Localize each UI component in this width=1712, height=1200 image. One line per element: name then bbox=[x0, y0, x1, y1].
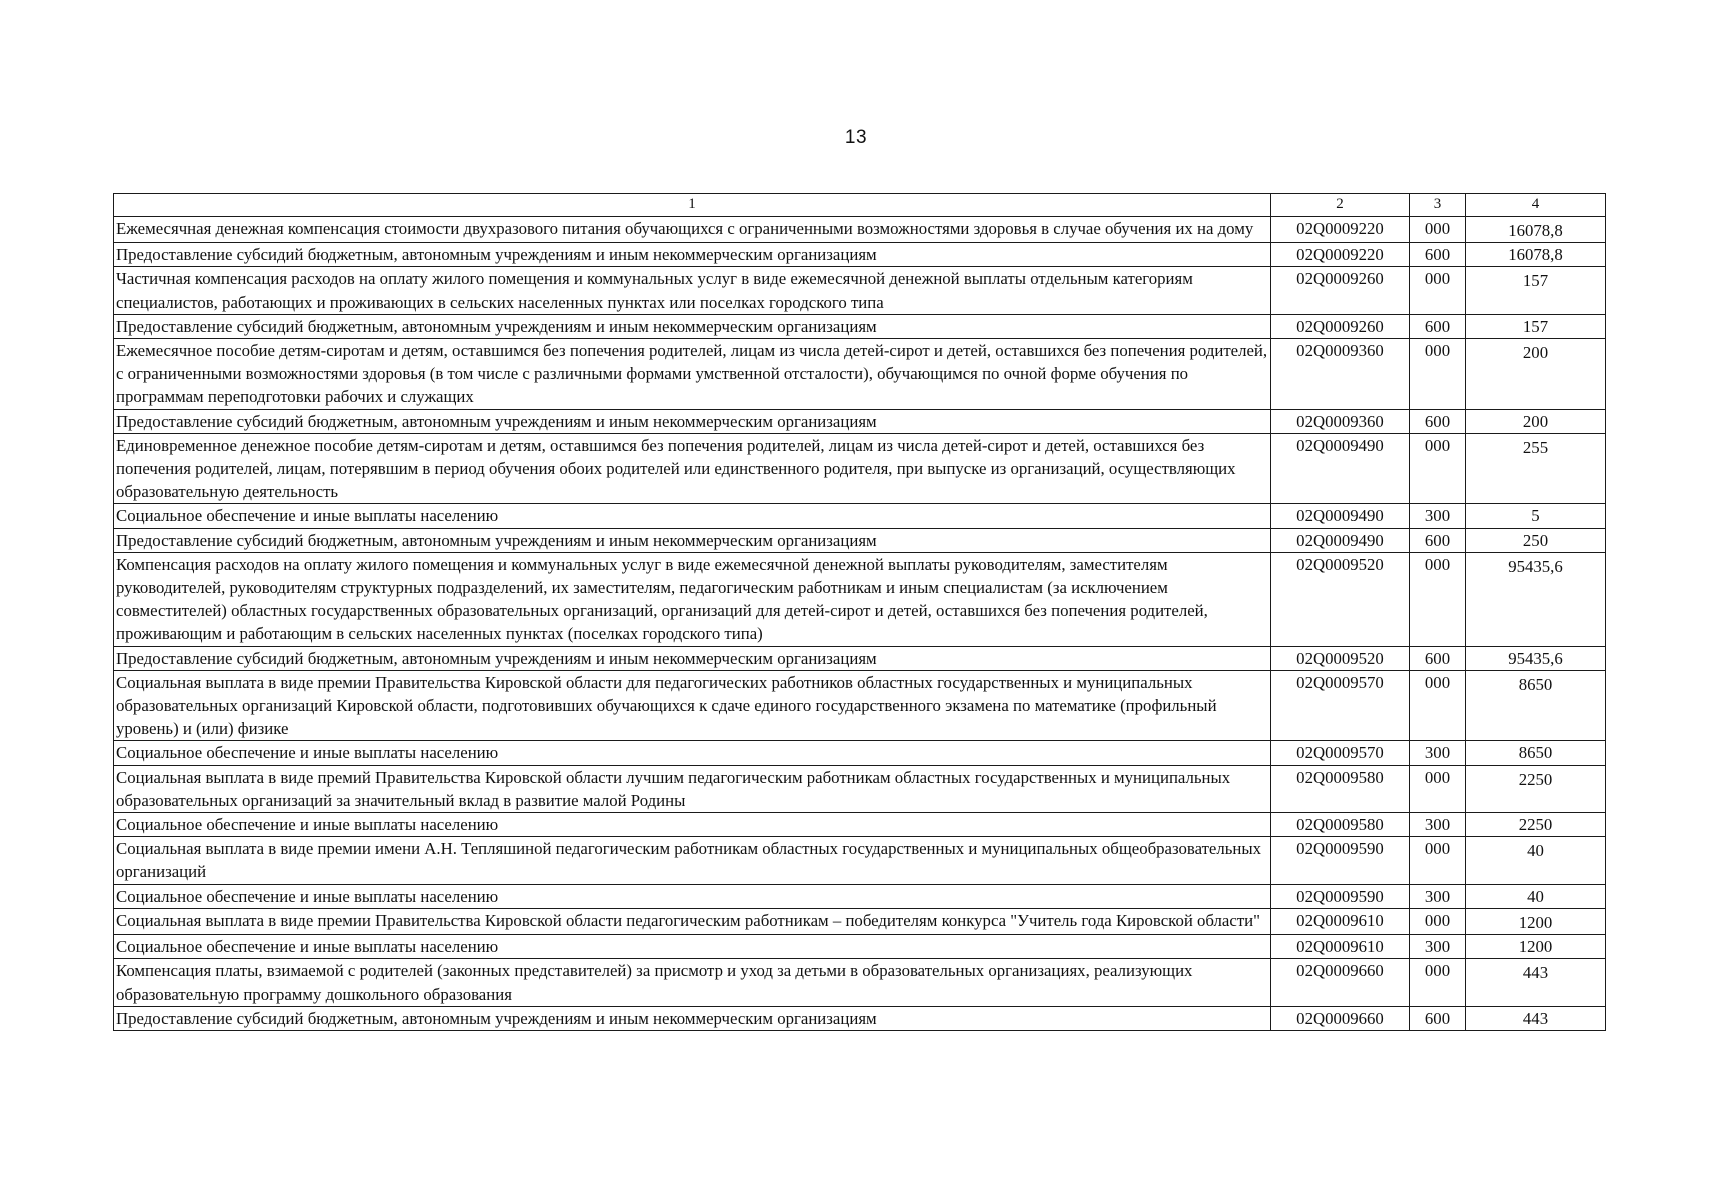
column-header-name: 1 bbox=[114, 194, 1271, 217]
cell-kind: 600 bbox=[1410, 528, 1466, 552]
cell-code: 02Q0009220 bbox=[1271, 243, 1410, 267]
cell-name: Предоставление субсидий бюджетным, автономным учреждениям и иным некоммерческим организациям bbox=[114, 1006, 1271, 1030]
cell-name: Социальное обеспечение и иные выплаты населению bbox=[114, 813, 1271, 837]
cell-amount: 200 bbox=[1466, 339, 1606, 410]
cell-kind: 300 bbox=[1410, 504, 1466, 528]
column-header-code: 2 bbox=[1271, 194, 1410, 217]
cell-code: 02Q0009660 bbox=[1271, 959, 1410, 1006]
cell-code: 02Q0009490 bbox=[1271, 504, 1410, 528]
table-row bbox=[114, 339, 1606, 410]
cell-name: Социальная выплата в виде премии Правительства Кировской области педагогическим работникам – победителям конкурса "Учитель года Кировской области" bbox=[114, 908, 1271, 934]
cell-amount: 200 bbox=[1466, 409, 1606, 433]
cell-amount: 157 bbox=[1466, 267, 1606, 314]
cell-name: Социальное обеспечение и иные выплаты населению bbox=[114, 884, 1271, 908]
cell-kind: 000 bbox=[1410, 267, 1466, 314]
cell-name: Предоставление субсидий бюджетным, автономным учреждениям и иным некоммерческим организациям bbox=[114, 314, 1271, 338]
cell-kind: 000 bbox=[1410, 433, 1466, 504]
table-row bbox=[114, 935, 1606, 959]
cell-kind: 600 bbox=[1410, 314, 1466, 338]
table-body bbox=[114, 194, 1606, 1031]
cell-kind: 000 bbox=[1410, 552, 1466, 646]
cell-code: 02Q0009570 bbox=[1271, 670, 1410, 741]
cell-name: Социальная выплата в виде премии имени А.Н. Тепляшиной педагогическим работникам областных государственных и муниципальных общеобразовательных организаций bbox=[114, 837, 1271, 884]
table-header-row bbox=[114, 194, 1606, 217]
table-row bbox=[114, 765, 1606, 812]
page-number: 13 bbox=[844, 127, 868, 148]
cell-kind: 000 bbox=[1410, 765, 1466, 812]
cell-amount: 2250 bbox=[1466, 813, 1606, 837]
cell-kind: 300 bbox=[1410, 884, 1466, 908]
cell-amount: 40 bbox=[1466, 837, 1606, 884]
cell-code: 02Q0009360 bbox=[1271, 409, 1410, 433]
table-row bbox=[114, 646, 1606, 670]
cell-kind: 300 bbox=[1410, 813, 1466, 837]
table-row bbox=[114, 1006, 1606, 1030]
cell-name: Предоставление субсидий бюджетным, автономным учреждениям и иным некоммерческим организациям bbox=[114, 243, 1271, 267]
table-row bbox=[114, 908, 1606, 934]
cell-name: Социальное обеспечение и иные выплаты населению bbox=[114, 935, 1271, 959]
cell-amount: 1200 bbox=[1466, 908, 1606, 934]
cell-name: Предоставление субсидий бюджетным, автономным учреждениям и иным некоммерческим организациям bbox=[114, 646, 1271, 670]
table-row bbox=[114, 217, 1606, 243]
table-row bbox=[114, 409, 1606, 433]
cell-kind: 000 bbox=[1410, 217, 1466, 243]
cell-code: 02Q0009490 bbox=[1271, 528, 1410, 552]
cell-amount: 16078,8 bbox=[1466, 243, 1606, 267]
cell-amount: 1200 bbox=[1466, 935, 1606, 959]
cell-kind: 000 bbox=[1410, 339, 1466, 410]
cell-amount: 255 bbox=[1466, 433, 1606, 504]
cell-amount: 8650 bbox=[1466, 670, 1606, 741]
cell-name: Социальная выплата в виде премии Правительства Кировской области для педагогических работников областных государственных и муниципальных образовательных организаций Кировской области, подготовивших обучающихся к сдаче единого государственного экзамена по математике (профильный уровень) и (или) физике bbox=[114, 670, 1271, 741]
table-row bbox=[114, 837, 1606, 884]
cell-name: Компенсация платы, взимаемой с родителей (законных представителей) за присмотр и уход за детьми в образовательных организациях, реализующих образовательную программу дошкольного образования bbox=[114, 959, 1271, 1006]
cell-amount: 95435,6 bbox=[1466, 552, 1606, 646]
cell-amount: 157 bbox=[1466, 314, 1606, 338]
cell-name: Социальное обеспечение и иные выплаты населению bbox=[114, 504, 1271, 528]
cell-name: Компенсация расходов на оплату жилого помещения и коммунальных услуг в виде ежемесячной денежной выплаты руководителям, заместителям руководителей, руководителям структурных подразделений, их заместителям, педагогическим работникам и иным специалистам (за исключением совместителей) областных государственных образовательных организаций, организаций для детей-сирот и детей, оставшихся без попечения родителей, проживающим и работающим в сельских населенных пунктах (поселках городского типа) bbox=[114, 552, 1271, 646]
cell-code: 02Q0009660 bbox=[1271, 1006, 1410, 1030]
cell-amount: 2250 bbox=[1466, 765, 1606, 812]
table-row bbox=[114, 314, 1606, 338]
cell-code: 02Q0009520 bbox=[1271, 646, 1410, 670]
cell-code: 02Q0009520 bbox=[1271, 552, 1410, 646]
cell-amount: 443 bbox=[1466, 1006, 1606, 1030]
cell-code: 02Q0009610 bbox=[1271, 908, 1410, 934]
cell-name: Социальная выплата в виде премий Правительства Кировской области лучшим педагогическим работникам областных государственных и муниципальных образовательных организаций за значительный вклад в развитие малой Родины bbox=[114, 765, 1271, 812]
cell-name: Ежемесячное пособие детям-сиротам и детям, оставшимся без попечения родителей, лицам из числа детей-сирот и детей, оставшихся без попечения родителей, с ограниченными возможностями здоровья (в том числе с различными формами умственной отсталости), обучающимся по очной форме обучения по программам переподготовки рабочих и служащих bbox=[114, 339, 1271, 410]
table-row bbox=[114, 741, 1606, 765]
cell-amount: 40 bbox=[1466, 884, 1606, 908]
cell-code: 02Q0009570 bbox=[1271, 741, 1410, 765]
table-row bbox=[114, 813, 1606, 837]
cell-amount: 443 bbox=[1466, 959, 1606, 1006]
cell-code: 02Q0009360 bbox=[1271, 339, 1410, 410]
cell-code: 02Q0009260 bbox=[1271, 314, 1410, 338]
cell-code: 02Q0009580 bbox=[1271, 765, 1410, 812]
table-row bbox=[114, 552, 1606, 646]
cell-code: 02Q0009260 bbox=[1271, 267, 1410, 314]
cell-name: Ежемесячная денежная компенсация стоимости двухразового питания обучающихся с ограниченными возможностями здоровья в случае обучения их на дому bbox=[114, 217, 1271, 243]
table-row bbox=[114, 267, 1606, 314]
cell-name: Предоставление субсидий бюджетным, автономным учреждениям и иным некоммерческим организациям bbox=[114, 409, 1271, 433]
cell-code: 02Q0009590 bbox=[1271, 837, 1410, 884]
cell-kind: 000 bbox=[1410, 837, 1466, 884]
cell-kind: 600 bbox=[1410, 243, 1466, 267]
cell-kind: 600 bbox=[1410, 1006, 1466, 1030]
cell-code: 02Q0009220 bbox=[1271, 217, 1410, 243]
cell-amount: 8650 bbox=[1466, 741, 1606, 765]
cell-kind: 000 bbox=[1410, 908, 1466, 934]
cell-amount: 250 bbox=[1466, 528, 1606, 552]
table-row bbox=[114, 884, 1606, 908]
cell-amount: 16078,8 bbox=[1466, 217, 1606, 243]
table-row bbox=[114, 243, 1606, 267]
cell-kind: 300 bbox=[1410, 935, 1466, 959]
column-header-amount: 4 bbox=[1466, 194, 1606, 217]
cell-kind: 000 bbox=[1410, 670, 1466, 741]
cell-kind: 300 bbox=[1410, 741, 1466, 765]
table-row bbox=[114, 504, 1606, 528]
cell-code: 02Q0009580 bbox=[1271, 813, 1410, 837]
cell-name: Социальное обеспечение и иные выплаты населению bbox=[114, 741, 1271, 765]
cell-kind: 000 bbox=[1410, 959, 1466, 1006]
cell-name: Предоставление субсидий бюджетным, автономным учреждениям и иным некоммерческим организациям bbox=[114, 528, 1271, 552]
table-row bbox=[114, 528, 1606, 552]
cell-kind: 600 bbox=[1410, 646, 1466, 670]
cell-code: 02Q0009590 bbox=[1271, 884, 1410, 908]
table-row bbox=[114, 670, 1606, 741]
budget-table bbox=[113, 193, 1606, 1031]
table-row bbox=[114, 959, 1606, 1006]
cell-name: Частичная компенсация расходов на оплату жилого помещения и коммунальных услуг в виде ежемесячной денежной выплаты отдельным категориям специалистов, работающих и проживающих в сельских населенных пунктах или поселках городского типа bbox=[114, 267, 1271, 314]
cell-code: 02Q0009610 bbox=[1271, 935, 1410, 959]
table-row bbox=[114, 433, 1606, 504]
cell-code: 02Q0009490 bbox=[1271, 433, 1410, 504]
cell-amount: 5 bbox=[1466, 504, 1606, 528]
cell-amount: 95435,6 bbox=[1466, 646, 1606, 670]
cell-name: Единовременное денежное пособие детям-сиротам и детям, оставшимся без попечения родителей, лицам из числа детей-сирот и детей, оставшихся без попечения родителей, лицам, потерявшим в период обучения обоих родителей или единственного родителя, при выпуске из организаций, осуществляющих образовательную деятельность bbox=[114, 433, 1271, 504]
cell-kind: 600 bbox=[1410, 409, 1466, 433]
column-header-kind: 3 bbox=[1410, 194, 1466, 217]
